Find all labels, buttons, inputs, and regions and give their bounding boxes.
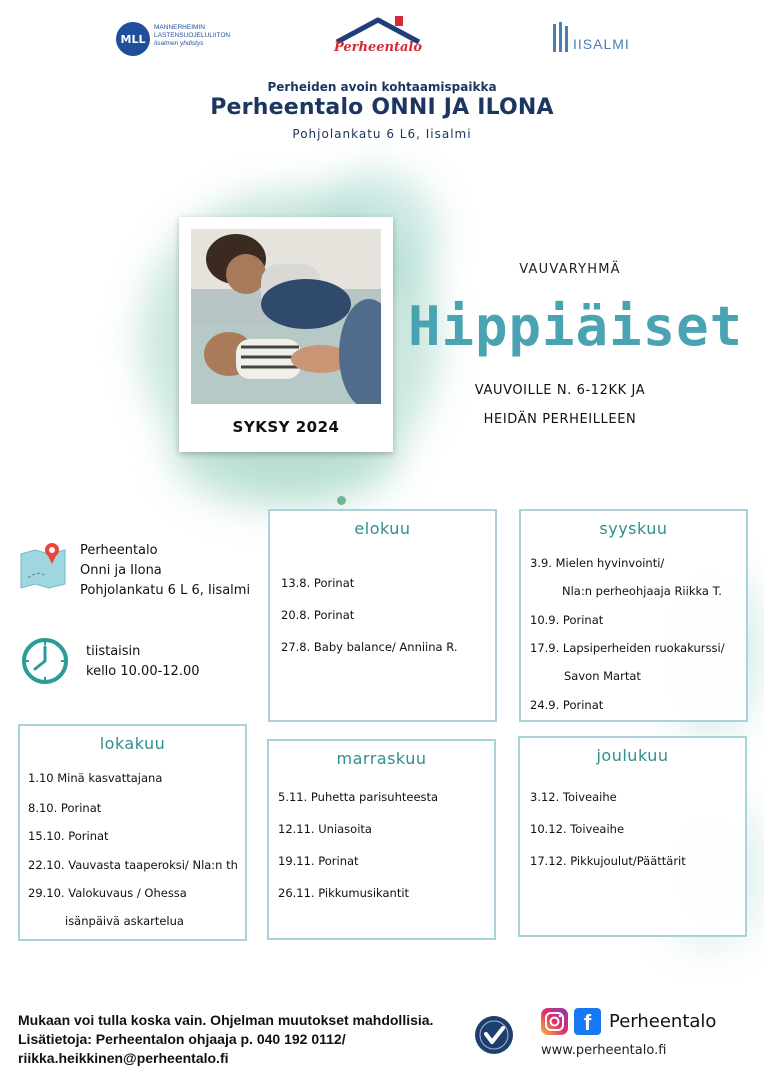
website-link[interactable]: www.perheentalo.fi xyxy=(541,1043,667,1058)
event-item: 10.12. Toiveaihe xyxy=(530,822,625,836)
iisalmi-logo-text: IISALMI xyxy=(573,36,630,52)
paint-dot xyxy=(337,496,346,505)
event-item: isänpäivä askartelua xyxy=(65,914,184,928)
map-pin-icon xyxy=(18,540,68,590)
event-item: Nla:n perheohjaaja Riikka T. xyxy=(562,584,722,598)
address-text: Pohjolankatu 6 L6, Iisalmi xyxy=(292,127,472,141)
event-item: 17.12. Pikkujoulut/Päättärit xyxy=(530,854,686,868)
month-box-elokuu xyxy=(268,509,497,722)
month-box-marraskuu xyxy=(267,739,496,940)
month-box-syyskuu xyxy=(519,509,748,722)
event-item: 22.10. Vauvasta taaperoksi/ Nla:n th xyxy=(28,858,238,872)
instagram-icon[interactable] xyxy=(541,1008,568,1035)
group-label: VAUVARYHMÄ xyxy=(519,262,621,277)
kicker-text: Perheiden avoin kohtaamispaikka xyxy=(267,80,497,94)
perheentalo-house-icon xyxy=(333,14,423,64)
facebook-icon[interactable]: f xyxy=(574,1008,601,1035)
event-item: 3.9. Mielen hyvinvointi/ xyxy=(530,556,665,570)
season-caption: SYKSY 2024 xyxy=(232,418,340,436)
page-title: Perheentalo ONNI JA ILONA xyxy=(210,95,554,120)
month-title: joulukuu xyxy=(596,746,669,765)
event-item: Savon Martat xyxy=(564,669,641,683)
social-handle: Perheentalo xyxy=(609,1011,717,1032)
month-box-joulukuu xyxy=(518,736,747,937)
mll-logo-text: MANNERHEIMIN LASTENSUOJELULIITON Iisalmen yhdistys xyxy=(154,24,231,47)
event-item: 29.10. Valokuvaus / Ohessa xyxy=(28,886,187,900)
location-text: Perheentalo Onni ja Ilona Pohjolankatu 6 L 6, Iisalmi xyxy=(80,543,251,598)
event-item: 3.12. Toiveaihe xyxy=(530,790,617,804)
month-title: lokakuu xyxy=(99,734,166,753)
mll-logo-icon: MLL xyxy=(116,22,150,56)
certification-badge-icon xyxy=(474,1015,514,1055)
month-box-lokakuu xyxy=(18,724,247,941)
polaroid-frame xyxy=(179,217,393,452)
time-text: tiistaisin kello 10.00-12.00 xyxy=(86,644,200,679)
event-item: 12.11. Uniasoita xyxy=(278,822,372,836)
event-item: 20.8. Porinat xyxy=(281,608,355,622)
month-title: elokuu xyxy=(354,519,411,538)
group-name-title: Hippiäiset xyxy=(408,295,744,358)
event-item: 1.10 Minä kasvattajana xyxy=(28,771,163,785)
event-item: 26.11. Pikkumusikantit xyxy=(278,886,410,900)
month-title: marraskuu xyxy=(336,749,427,768)
event-item: 13.8. Porinat xyxy=(281,576,355,590)
footer-info: Mukaan voi tulla koska vain. Ohjelman muutokset mahdollisia. Lisätietoja: Perheentalon ohjaaja p. 040 192 0112/ riikka.heikkinen@perheentalo.fi xyxy=(18,1011,468,1068)
perheentalo-logo-text: Perheentalo xyxy=(333,40,423,55)
event-item: 8.10. Porinat xyxy=(28,801,102,815)
event-item: 17.9. Lapsiperheiden ruokakurssi/ xyxy=(530,641,725,655)
event-item: 27.8. Baby balance/ Anniina R. xyxy=(281,640,458,654)
month-title: syyskuu xyxy=(599,519,668,538)
contact-email[interactable]: riikka.heikkinen@perheentalo.fi xyxy=(18,1050,229,1066)
audience-text: VAUVOILLE N. 6-12KK JA HEIDÄN PERHEILLEEN xyxy=(474,383,646,427)
baby-photo xyxy=(191,229,381,404)
event-item: 5.11. Puhetta parisuhteesta xyxy=(278,790,439,804)
event-item: 15.10. Porinat xyxy=(28,829,109,843)
event-item: 19.11. Porinat xyxy=(278,854,359,868)
event-item: 24.9. Porinat xyxy=(530,698,604,712)
event-item: 10.9. Porinat xyxy=(530,613,604,627)
clock-icon xyxy=(20,636,70,686)
